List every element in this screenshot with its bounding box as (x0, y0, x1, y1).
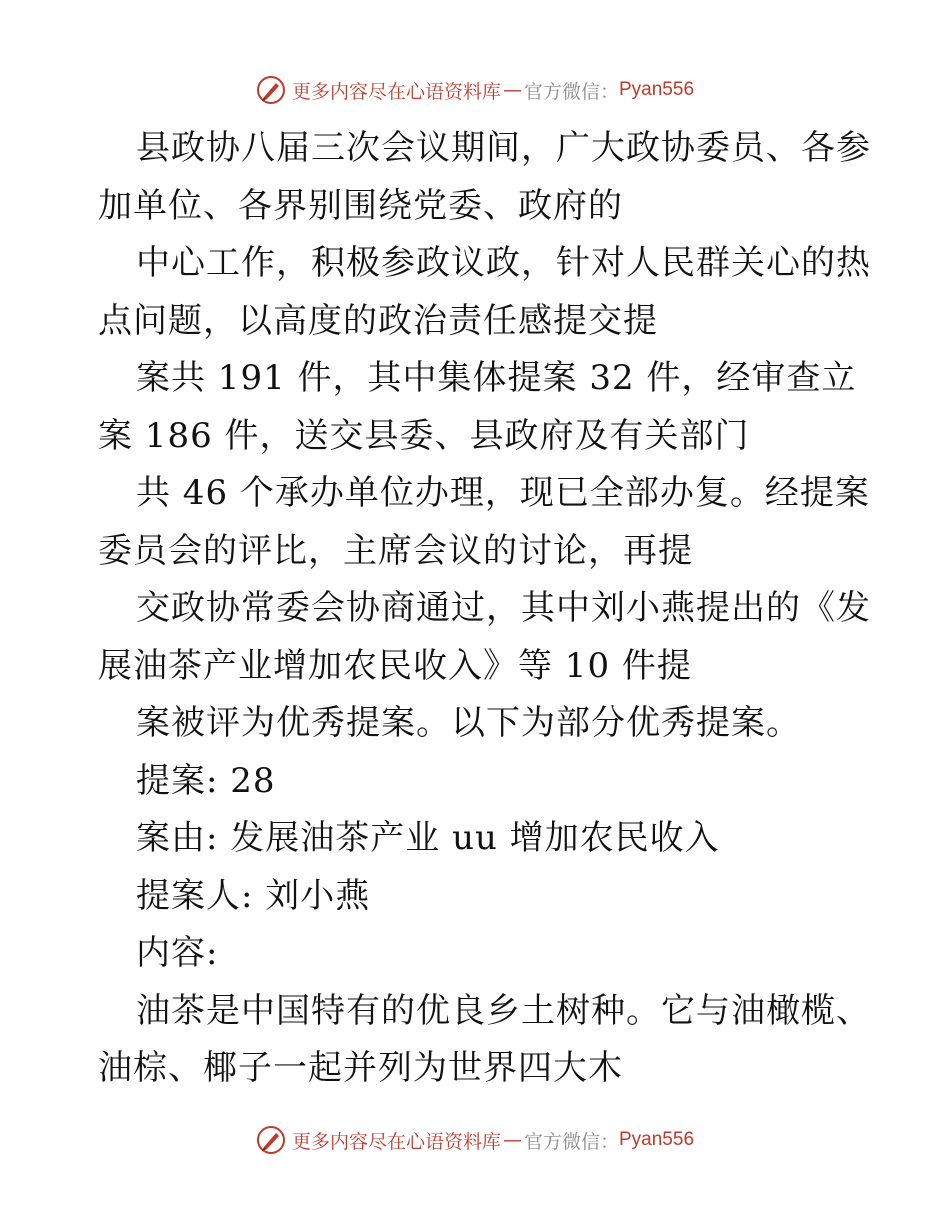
paragraph-line: 加单位、各界别围绕党委、政府的 (98, 185, 623, 226)
banner-text: 更多内容尽在心语资料库 (291, 1130, 501, 1153)
banner-wechat-id: Pyan556 (619, 79, 695, 100)
banner-text: 更多内容尽在心语资料库 (291, 80, 501, 103)
paragraph-line: 油茶是中国特有的优良乡土树种。它与油橄榄、 (136, 990, 871, 1031)
paragraph-line: 油棕、椰子一起并列为世界四大木 (98, 1048, 623, 1088)
proposal-subject: 案由: 发展油茶产业 uu 增加农民收入 (136, 818, 720, 858)
proposal-author: 提案人: 刘小燕 (136, 875, 371, 916)
pen-logo-icon (256, 75, 286, 105)
banner-wechat-id: Pyan556 (619, 1129, 695, 1150)
proposal-number: 提案: 28 (136, 760, 276, 801)
paragraph-line: 案 186 件，送交县委、县政府及有关部门 (98, 415, 750, 456)
paragraph-line: 中心工作，积极参政议政，针对人民群关心的热 (136, 243, 871, 283)
paragraph-line: 委员会的评比，主席会议的讨论，再提 (98, 530, 693, 571)
banner-wechat-label: 官方微信： (523, 1130, 619, 1153)
banner-wechat-label: 官方微信： (523, 80, 619, 103)
banner-separator: — (502, 1129, 522, 1151)
banner-separator: — (502, 79, 522, 101)
paragraph-line: 县政协八届三次会议期间，广大政协委员、各参 (136, 128, 871, 168)
paragraph-line: 案被评为优秀提案。以下为部分优秀提案。 (136, 703, 801, 743)
pen-logo-icon (256, 1125, 286, 1155)
paragraph-line: 交政协常委会协商通过，其中刘小燕提出的《发 (136, 588, 871, 628)
paragraph-line: 案共 191 件，其中集体提案 32 件，经审查立 (136, 358, 857, 398)
document-body (98, 120, 871, 1098)
paragraph-line: 展油茶产业增加农民收入》等 10 件提 (98, 645, 692, 686)
footer-watermark-banner (0, 1120, 950, 1160)
proposal-content-label: 内容: (136, 933, 219, 973)
paragraph-line: 点问题，以高度的政治责任感提交提 (98, 300, 658, 341)
paragraph-line: 共 46 个承办单位办理，现已全部办复。经提案 (136, 473, 870, 513)
header-watermark-banner (0, 70, 950, 110)
